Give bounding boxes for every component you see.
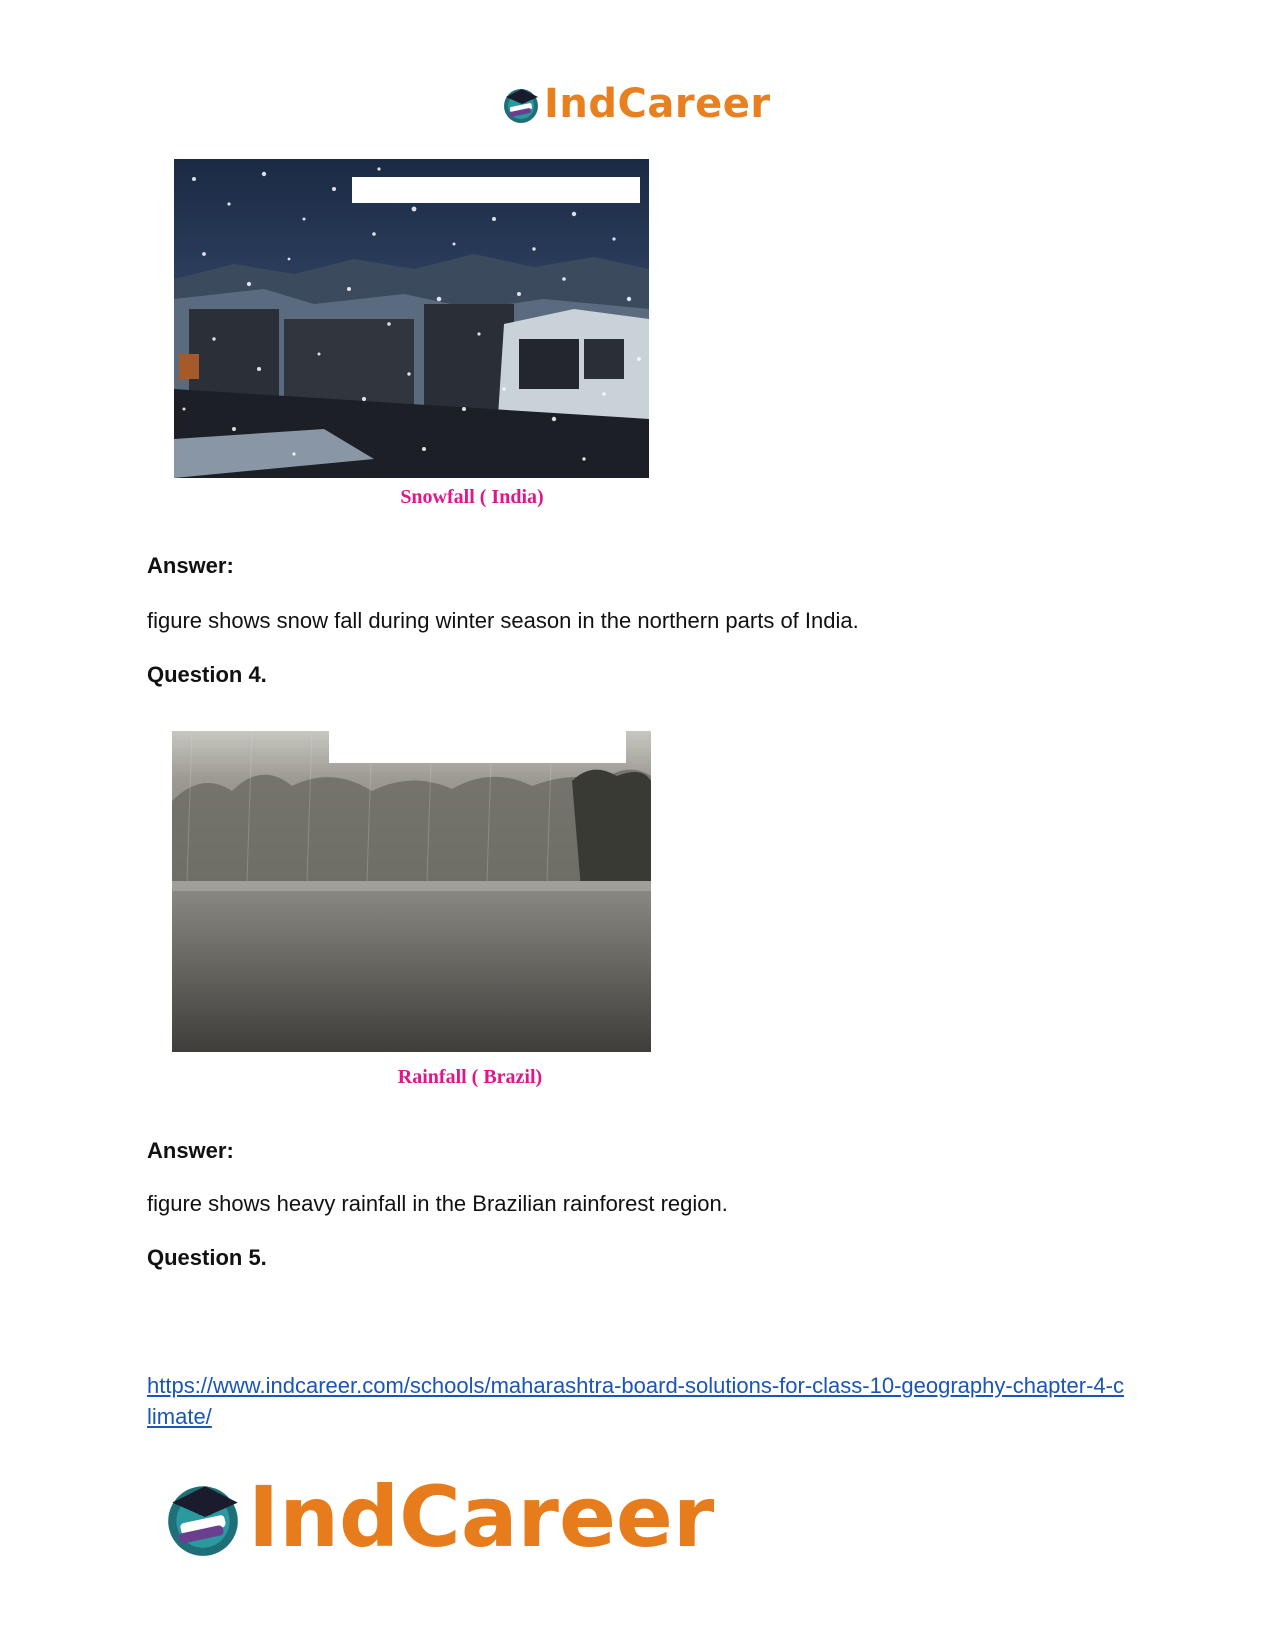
graduation-cap-globe-icon (500, 83, 542, 125)
redaction-box (329, 731, 626, 763)
logo-text: IndCareer (544, 81, 771, 127)
answer-text: figure shows heavy rainfall in the Brazilian rainforest region. (147, 1191, 728, 1216)
footer-logo (160, 1468, 715, 1566)
figure-caption: Snowfall ( India) (400, 486, 544, 508)
header-logo (500, 80, 771, 128)
snowfall-photo (174, 159, 649, 478)
answer-label: Answer: (147, 1138, 234, 1163)
source-link[interactable]: https://www.indcareer.com/schools/maharashtra-board-solutions-for-class-10-geography-chapter-4-climate/ (147, 1373, 1124, 1429)
question-heading: Question 5. (147, 1245, 267, 1270)
answer-text: figure shows snow fall during winter season in the northern parts of India. (147, 608, 859, 633)
rainfall-photo (172, 731, 651, 1052)
question-heading: Question 4. (147, 662, 267, 687)
answer-label: Answer: (147, 553, 234, 578)
redaction-box (352, 177, 640, 203)
logo-text: IndCareer (248, 1468, 715, 1566)
graduation-cap-globe-icon (160, 1474, 246, 1560)
figure-caption: Rainfall ( Brazil) (397, 1066, 543, 1088)
